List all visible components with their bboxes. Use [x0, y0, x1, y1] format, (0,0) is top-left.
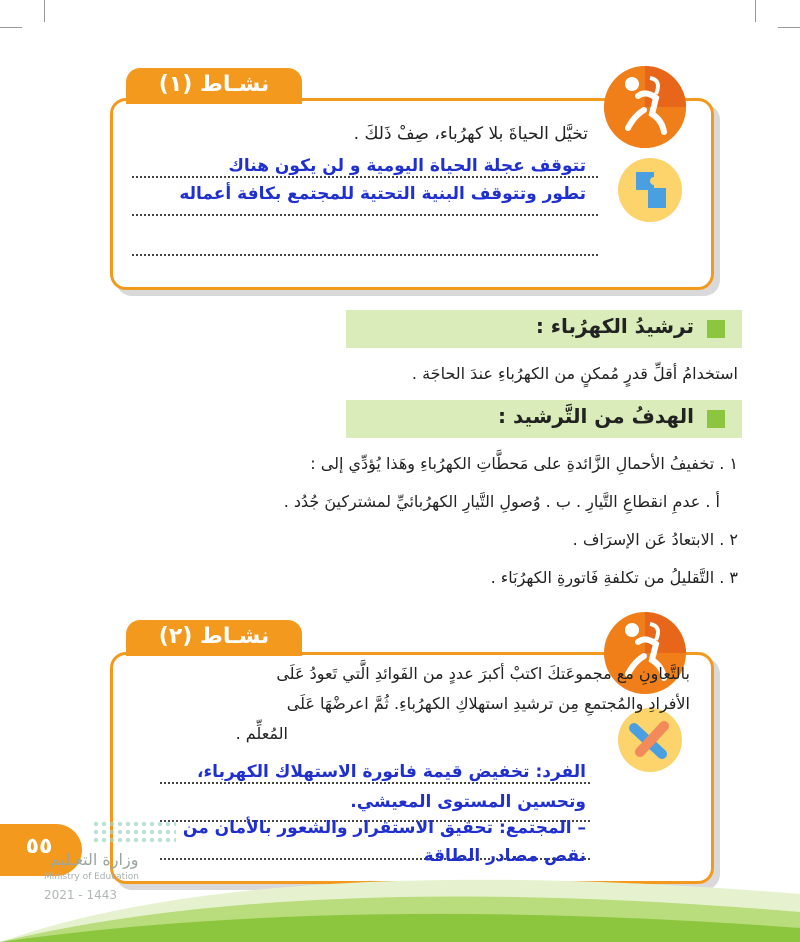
activity2-answer-line3: – المجتمع: تحقيق الاستقرار والشعور بالأمان من: [182, 818, 586, 838]
activity1-tab: [126, 68, 302, 104]
answer-line: [160, 782, 590, 784]
section1-text: استخدامُ أقلِّ قدرٍ مُمكنٍ من الكهرُباءِ عندَ الحاجَة .: [411, 364, 738, 383]
edition-year: 2021 - 1443: [44, 888, 118, 902]
activity1-prompt: تخيَّل الحياةَ بلا كهرُباء، صِفْ ذَلكَ .: [353, 124, 588, 144]
activity-runner-icon: [604, 66, 686, 148]
section2-title: الهدفُ من التَّرشيد :: [498, 404, 694, 428]
page-number: ٥٥: [25, 834, 53, 859]
activity1-answer-line2: تطور وتتوقف البنية التحتية للمجتمع بكافة أعماله: [179, 184, 586, 204]
activity2-prompt-line3: المُعلِّم .: [235, 724, 288, 743]
green-swoosh: [0, 860, 800, 942]
activity2-answer-line4: نقص مصادر الطاقة: [423, 846, 586, 866]
section1-title: ترشيدُ الكهرُباء :: [535, 314, 694, 338]
puzzle-icon: [618, 158, 682, 222]
ministry-name-ar: وزارة التعـليم: [50, 850, 139, 869]
section2-item: ٣ . التَّقليلُ من تكلفةِ فَاتورةِ الكهرُبَاء .: [490, 568, 738, 587]
crop-mark: [0, 27, 22, 28]
section2-bullet: [707, 410, 725, 428]
section2-item: ١ . تخفيفُ الأحمالِ الزَّائدةِ على مَحطَّاتِ الكهرُباءِ وهَذا يُؤدِّي إلى :: [310, 454, 738, 473]
activity1-answer-line1: تتوقف عجلة الحياة اليومية و لن يكون هناك: [228, 156, 586, 176]
crop-mark: [44, 0, 45, 22]
section2-item: أ . عدمِ انقطاعِ التَّيارِ . ب . وُصولِ التَّيارِ الكهرُبائيِّ لمشتركينَ جُدُد .: [283, 492, 720, 511]
crop-mark: [778, 27, 800, 28]
ministry-name-en: Ministry of Education: [44, 872, 139, 882]
activity2-tab-label: نشـاط (٢): [158, 624, 270, 649]
activity1-tab-label: نشـاط (١): [158, 72, 270, 97]
activity2-tab: [126, 620, 302, 656]
section1-bullet: [707, 320, 725, 338]
section2-item: ٢ . الابتعادُ عَن الإسرَاف .: [572, 530, 738, 549]
answer-line: [132, 214, 598, 216]
activity2-answer-line2: وتحسين المستوى المعيشي.: [350, 792, 586, 812]
activity2-prompt-line1: بالتَّعاونِ مع مجموعَتكَ اكتبْ أكبرَ عددٍ من الفَوائدِ الَّتي تَعودُ عَلَى: [276, 664, 690, 683]
crop-mark: [755, 0, 756, 22]
handshake-icon: [618, 708, 682, 772]
ministry-logo-dots: [92, 820, 176, 844]
answer-line: [132, 176, 598, 178]
answer-line: [132, 254, 598, 256]
activity2-answer-line1: الفرد: تخفيض قيمة فاتورة الاستهلاك الكهرباء،: [197, 762, 586, 782]
activity2-prompt-line2: الأفرادِ والمُجتمعِ مِن ترشيدِ استهلاكِ الكهرُباءِ. ثُمَّ اعرضْهَا عَلَى: [286, 694, 690, 713]
